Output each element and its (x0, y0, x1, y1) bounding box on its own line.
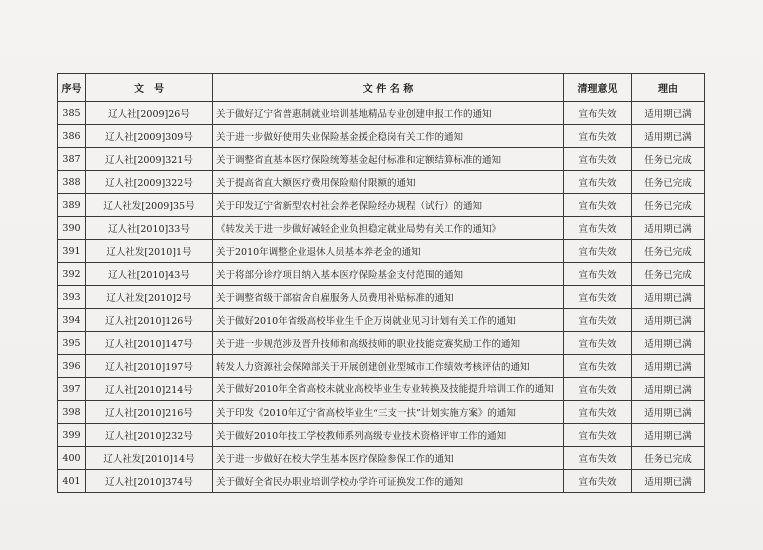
row-reason: 适用期已满 (632, 355, 705, 378)
table-body (58, 102, 705, 493)
row-number: 387 (58, 148, 86, 171)
row-document-title: 关于进一步做好使用失业保险基金援企稳岗有关工作的通知 (213, 125, 564, 148)
row-clean-opinion: 宣布失效 (564, 171, 632, 194)
row-document-title: 关于印发辽宁省新型农村社会养老保险经办规程（试行）的通知 (213, 194, 564, 217)
row-document-title: 关于做好2010年全省高校未就业高校毕业生专业转换及技能提升培训工作的通知 (213, 378, 564, 401)
row-reason: 适用期已满 (632, 424, 705, 447)
row-document-number: 辽人社发[2010]1号 (86, 240, 213, 263)
row-document-number: 辽人社[2009]26号 (86, 102, 213, 125)
row-clean-opinion: 宣布失效 (564, 309, 632, 332)
row-reason: 适用期已满 (632, 332, 705, 355)
row-clean-opinion: 宣布失效 (564, 263, 632, 286)
table-row (58, 217, 705, 240)
header-docno: 文 号 (86, 74, 213, 102)
row-reason: 任务已完成 (632, 447, 705, 470)
row-clean-opinion: 宣布失效 (564, 240, 632, 263)
row-number: 396 (58, 355, 86, 378)
table-row (58, 286, 705, 309)
table-row (58, 263, 705, 286)
row-number: 391 (58, 240, 86, 263)
row-clean-opinion: 宣布失效 (564, 378, 632, 401)
row-reason: 适用期已满 (632, 470, 705, 493)
row-clean-opinion: 宣布失效 (564, 355, 632, 378)
row-reason: 任务已完成 (632, 171, 705, 194)
table-row (58, 309, 705, 332)
row-document-number: 辽人社发[2009]35号 (86, 194, 213, 217)
table-row (58, 125, 705, 148)
row-document-number: 辽人社[2010]147号 (86, 332, 213, 355)
row-document-number: 辽人社发[2010]2号 (86, 286, 213, 309)
row-document-number: 辽人社[2010]126号 (86, 309, 213, 332)
row-reason: 任务已完成 (632, 148, 705, 171)
row-number: 388 (58, 171, 86, 194)
row-clean-opinion: 宣布失效 (564, 332, 632, 355)
row-document-number: 辽人社发[2010]14号 (86, 447, 213, 470)
header-title: 文 件 名 称 (213, 74, 564, 102)
row-document-number: 辽人社[2010]214号 (86, 378, 213, 401)
table-row (58, 355, 705, 378)
row-reason: 适用期已满 (632, 217, 705, 240)
row-document-number: 辽人社[2009]309号 (86, 125, 213, 148)
row-document-title: 关于做好全省民办职业培训学校办学许可证换发工作的通知 (213, 470, 564, 493)
row-document-title: 转发人力资源社会保障部关于开展创建创业型城市工作绩效考核评估的通知 (213, 355, 564, 378)
row-document-title: 关于做好辽宁省普惠制就业培训基地精品专业创建申报工作的通知 (213, 102, 564, 125)
row-reason: 任务已完成 (632, 240, 705, 263)
row-number: 394 (58, 309, 86, 332)
header-num: 序号 (58, 74, 86, 102)
row-clean-opinion: 宣布失效 (564, 424, 632, 447)
row-document-title: 关于调整省级干部宿舍自雇服务人员费用补贴标准的通知 (213, 286, 564, 309)
row-clean-opinion: 宣布失效 (564, 102, 632, 125)
header-opinion: 清理意见 (564, 74, 632, 102)
table-row (58, 424, 705, 447)
row-clean-opinion: 宣布失效 (564, 286, 632, 309)
row-clean-opinion: 宣布失效 (564, 125, 632, 148)
row-number: 397 (58, 378, 86, 401)
table-row (58, 102, 705, 125)
row-document-title: 关于做好2010年省级高校毕业生千企万岗就业见习计划有关工作的通知 (213, 309, 564, 332)
row-clean-opinion: 宣布失效 (564, 401, 632, 424)
table-row (58, 447, 705, 470)
row-number: 398 (58, 401, 86, 424)
row-number: 389 (58, 194, 86, 217)
row-reason: 适用期已满 (632, 102, 705, 125)
row-document-number: 辽人社[2010]374号 (86, 470, 213, 493)
table-row (58, 470, 705, 493)
table-row (58, 194, 705, 217)
row-clean-opinion: 宣布失效 (564, 447, 632, 470)
row-number: 401 (58, 470, 86, 493)
row-reason: 适用期已满 (632, 378, 705, 401)
row-document-title: 关于进一步规范涉及晋升技师和高级技师的职业技能竞赛奖励工作的通知 (213, 332, 564, 355)
row-document-title: 关于做好2010年技工学校教师系列高级专业技术资格评审工作的通知 (213, 424, 564, 447)
table-row (58, 332, 705, 355)
row-clean-opinion: 宣布失效 (564, 470, 632, 493)
row-number: 395 (58, 332, 86, 355)
row-document-title: 关于将部分诊疗项目纳入基本医疗保险基金支付范围的通知 (213, 263, 564, 286)
row-document-title: 关于2010年调整企业退休人员基本养老金的通知 (213, 240, 564, 263)
row-number: 399 (58, 424, 86, 447)
table-row (58, 378, 705, 401)
row-clean-opinion: 宣布失效 (564, 217, 632, 240)
row-document-number: 辽人社[2010]33号 (86, 217, 213, 240)
row-number: 386 (58, 125, 86, 148)
row-document-number: 辽人社[2009]322号 (86, 171, 213, 194)
row-document-number: 辽人社[2009]321号 (86, 148, 213, 171)
document-table (57, 73, 705, 493)
row-reason: 适用期已满 (632, 125, 705, 148)
row-document-number: 辽人社[2010]43号 (86, 263, 213, 286)
table-row (58, 171, 705, 194)
row-reason: 任务已完成 (632, 194, 705, 217)
row-document-title: 《转发关于进一步做好减轻企业负担稳定就业局势有关工作的通知》 (213, 217, 564, 240)
row-number: 385 (58, 102, 86, 125)
row-document-title: 关于调整省直基本医疗保险统筹基金起付标准和定额结算标准的通知 (213, 148, 564, 171)
row-clean-opinion: 宣布失效 (564, 194, 632, 217)
row-number: 393 (58, 286, 86, 309)
row-document-number: 辽人社[2010]197号 (86, 355, 213, 378)
table-row (58, 148, 705, 171)
row-reason: 适用期已满 (632, 309, 705, 332)
row-document-title: 关于印发《2010年辽宁省高校毕业生“三支一扶”计划实施方案》的通知 (213, 401, 564, 424)
row-reason: 适用期已满 (632, 401, 705, 424)
row-number: 400 (58, 447, 86, 470)
row-reason: 适用期已满 (632, 286, 705, 309)
row-document-number: 辽人社[2010]232号 (86, 424, 213, 447)
row-clean-opinion: 宣布失效 (564, 148, 632, 171)
table-row (58, 240, 705, 263)
row-number: 390 (58, 217, 86, 240)
table-row (58, 401, 705, 424)
table-header-row (58, 74, 705, 102)
row-document-title: 关于提高省直大额医疗费用保险赔付限额的通知 (213, 171, 564, 194)
row-document-number: 辽人社[2010]216号 (86, 401, 213, 424)
row-reason: 任务已完成 (632, 263, 705, 286)
row-document-title: 关于进一步做好在校大学生基本医疗保险参保工作的通知 (213, 447, 564, 470)
row-number: 392 (58, 263, 86, 286)
header-reason: 理由 (632, 74, 705, 102)
